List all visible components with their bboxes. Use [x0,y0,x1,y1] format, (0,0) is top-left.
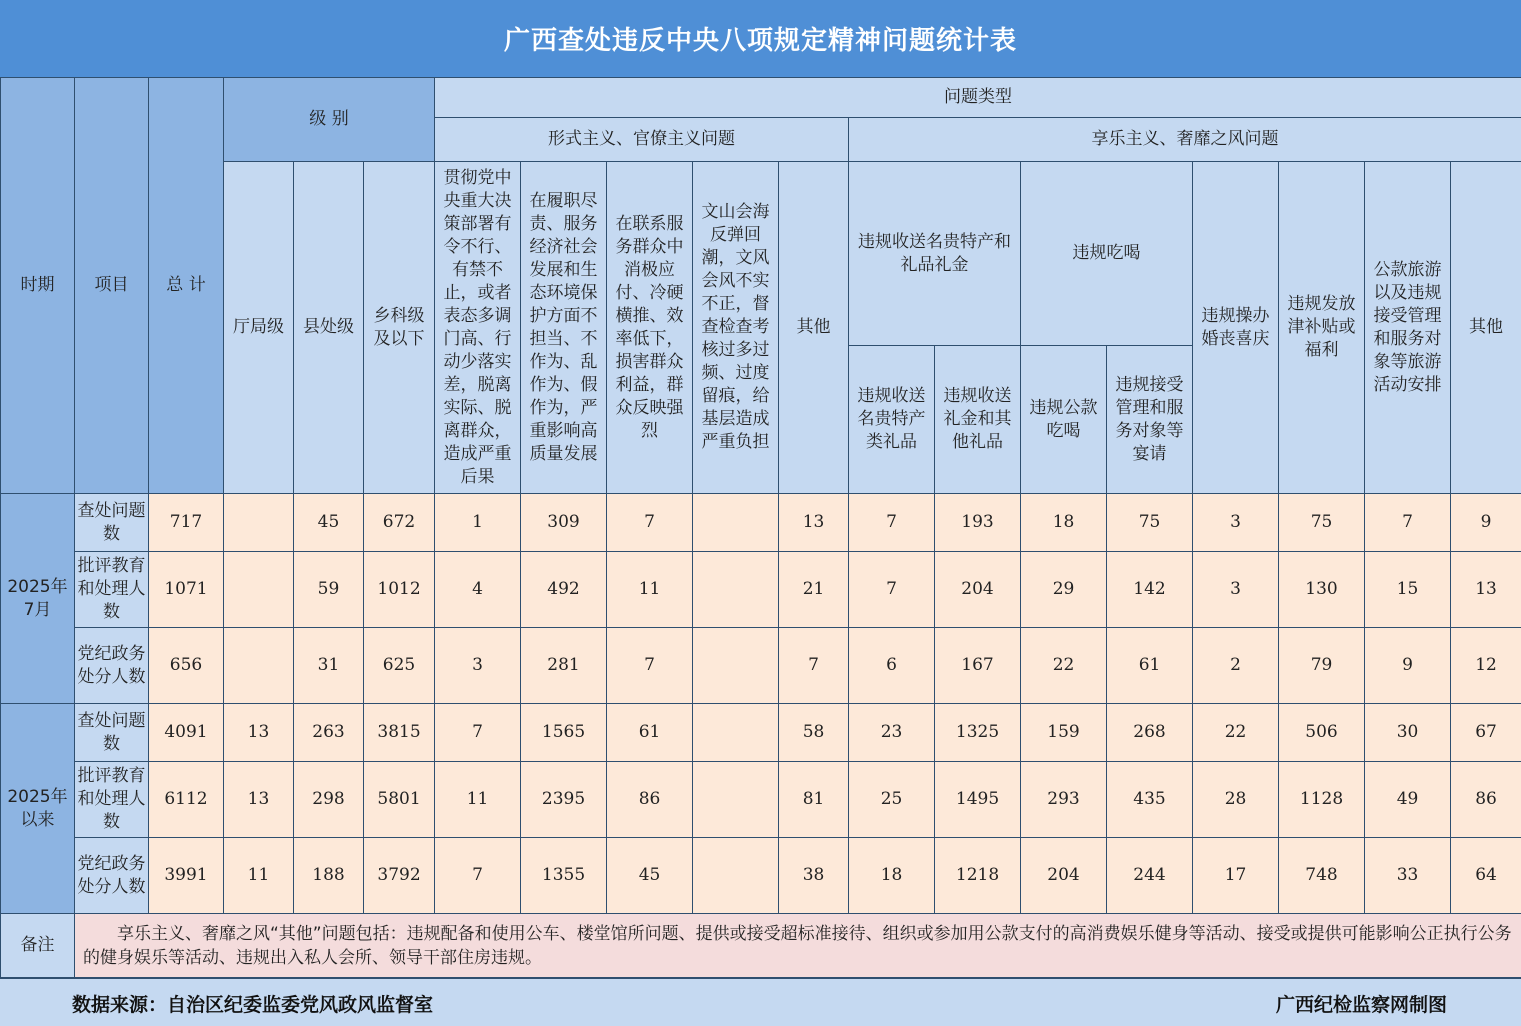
table-cell: 268 [1107,704,1193,762]
table-cell: 309 [521,494,607,552]
table-cell: 3 [1193,552,1279,628]
header-gift-specialty: 违规收送名贵特产类礼品 [849,346,935,494]
table-cell: 75 [1107,494,1193,552]
table-cell: 4091 [149,704,224,762]
table-cell: 4 [435,552,521,628]
table-cell: 130 [1279,552,1365,628]
table-cell: 1325 [935,704,1021,762]
table-row [1,838,1521,914]
table-cell: 1565 [521,704,607,762]
table-cell: 9 [1451,494,1521,552]
table-cell: 672 [364,494,435,552]
table-cell [224,628,294,704]
table-cell: 33 [1365,838,1451,914]
table-cell: 625 [364,628,435,704]
table-row [1,762,1521,838]
header-dining-public: 违规公款吃喝 [1021,346,1107,494]
table-cell: 61 [607,704,693,762]
table-cell: 3792 [364,838,435,914]
table-cell: 15 [1365,552,1451,628]
footer [0,978,1521,1026]
table-cell: 64 [1451,838,1521,914]
table-cell: 7 [607,628,693,704]
header-level-county: 县处级 [294,162,364,494]
row-item-label: 批评教育和处理人数 [75,762,149,838]
header-hedonism-other: 其他 [1451,162,1521,494]
table-cell: 25 [849,762,935,838]
table-cell [693,704,779,762]
row-item-label: 党纪政务处分人数 [75,838,149,914]
table-cell [693,494,779,552]
table-cell: 1355 [521,838,607,914]
table-cell: 30 [1365,704,1451,762]
table-cell: 204 [1021,838,1107,914]
header-dining-group: 违规吃喝 [1021,162,1193,346]
page-title: 广西查处违反中央八项规定精神问题统计表 [0,0,1521,78]
table-cell: 29 [1021,552,1107,628]
header-level: 级 别 [224,78,435,162]
table-cell [224,494,294,552]
table-cell: 656 [149,628,224,704]
table-cell: 281 [521,628,607,704]
table-cell: 7 [779,628,849,704]
table-row [1,704,1521,762]
table-cell: 11 [435,762,521,838]
table-cell: 21 [779,552,849,628]
table-cell [693,552,779,628]
table-row [1,628,1521,704]
table-cell: 22 [1021,628,1107,704]
table-cell: 435 [1107,762,1193,838]
period-label: 2025年以来 [1,704,75,914]
header-problem-type: 问题类型 [435,78,1521,118]
header-gift-cash: 违规收送礼金和其他礼品 [935,346,1021,494]
table-cell: 293 [1021,762,1107,838]
note-text: 享乐主义、奢靡之风“其他”问题包括：违规配备和使用公车、楼堂馆所问题、提供或接受超标准接待、组织或参加用公款支付的高消费娱乐健身等活动、接受或提供可能影响公正执行公务的健身娱乐等活动、违规出入私人会所、领导干部住房违规。 [75,914,1521,978]
table-cell: 13 [779,494,849,552]
table-cell: 13 [224,762,294,838]
table-cell: 31 [294,628,364,704]
table-cell: 298 [294,762,364,838]
table-cell: 58 [779,704,849,762]
table-cell: 7 [607,494,693,552]
header-formalism-2: 在履职尽责、服务经济社会发展和生态环境保护方面不担当、不作为、乱作为、假作为，严重影响高质量发展 [521,162,607,494]
table-cell: 11 [224,838,294,914]
table-cell: 45 [294,494,364,552]
header-level-township: 乡科级及以下 [364,162,435,494]
table-cell: 717 [149,494,224,552]
table-cell: 3991 [149,838,224,914]
header-period: 时期 [1,78,75,494]
row-item-label: 党纪政务处分人数 [75,628,149,704]
header-item: 项目 [75,78,149,494]
table-cell: 81 [779,762,849,838]
table-cell: 3 [435,628,521,704]
table-cell: 11 [607,552,693,628]
table-cell: 9 [1365,628,1451,704]
made-by: 广西纪检监察网制图 [1276,990,1447,1017]
table-cell: 6112 [149,762,224,838]
table-cell: 79 [1279,628,1365,704]
table-cell: 159 [1021,704,1107,762]
note-row [1,914,1521,978]
table-cell: 1128 [1279,762,1365,838]
table-cell: 12 [1451,628,1521,704]
header-formalism-3: 在联系服务群众中消极应付、冷硬横推、效率低下，损害群众利益，群众反映强烈 [607,162,693,494]
table-cell: 193 [935,494,1021,552]
table-cell: 5801 [364,762,435,838]
table-cell: 61 [1107,628,1193,704]
table-cell: 23 [849,704,935,762]
header-weddings-funerals: 违规操办婚丧喜庆 [1193,162,1279,494]
row-item-label: 查处问题数 [75,704,149,762]
table-cell: 18 [849,838,935,914]
table-cell: 1495 [935,762,1021,838]
table-cell: 22 [1193,704,1279,762]
header-formalism: 形式主义、官僚主义问题 [435,118,849,162]
table-cell [693,762,779,838]
table-cell: 49 [1365,762,1451,838]
table-cell: 1012 [364,552,435,628]
table-cell: 7 [849,552,935,628]
table-cell: 3815 [364,704,435,762]
table-cell: 142 [1107,552,1193,628]
table-cell: 59 [294,552,364,628]
header-dining-banquet: 违规接受管理和服务对象等宴请 [1107,346,1193,494]
table-cell: 244 [1107,838,1193,914]
header-gift-group: 违规收送名贵特产和礼品礼金 [849,162,1021,346]
table-cell: 188 [294,838,364,914]
table-row [1,552,1521,628]
row-item-label: 批评教育和处理人数 [75,552,149,628]
header-subsidies: 违规发放津补贴或福利 [1279,162,1365,494]
table-cell: 263 [294,704,364,762]
table-cell: 13 [1451,552,1521,628]
table-cell: 2 [1193,628,1279,704]
period-label: 2025年7月 [1,494,75,704]
table-cell [693,628,779,704]
table-cell: 748 [1279,838,1365,914]
table-cell: 7 [435,704,521,762]
table-cell: 38 [779,838,849,914]
table-cell: 6 [849,628,935,704]
header-hedonism: 享乐主义、奢靡之风问题 [849,118,1521,162]
header-formalism-4: 文山会海反弹回潮，文风会风不实不正，督查检查考核过多过频、过度留痕，给基层造成严重负担 [693,162,779,494]
header-travel: 公款旅游以及违规接受管理和服务对象等旅游活动安排 [1365,162,1451,494]
table-cell: 17 [1193,838,1279,914]
table-cell: 204 [935,552,1021,628]
table-cell: 7 [849,494,935,552]
table-cell: 75 [1279,494,1365,552]
table-cell: 2395 [521,762,607,838]
table-cell: 18 [1021,494,1107,552]
table-cell: 86 [1451,762,1521,838]
table-cell: 1 [435,494,521,552]
header-formalism-other: 其他 [779,162,849,494]
table-cell [224,552,294,628]
table-cell: 3 [1193,494,1279,552]
table-cell: 1071 [149,552,224,628]
data-source: 数据来源：自治区纪委监委党风政风监督室 [72,990,433,1017]
header-total: 总 计 [149,78,224,494]
table-cell: 13 [224,704,294,762]
table-cell: 86 [607,762,693,838]
table-cell: 28 [1193,762,1279,838]
table-cell: 1218 [935,838,1021,914]
table-cell: 7 [435,838,521,914]
header-level-bureau: 厅局级 [224,162,294,494]
header-formalism-1: 贯彻党中央重大决策部署有令不行、有禁不止，或者表态多调门高、行动少落实差，脱离实际、脱离群众，造成严重后果 [435,162,521,494]
table-cell: 167 [935,628,1021,704]
note-label: 备注 [1,914,75,978]
table-cell [693,838,779,914]
row-item-label: 查处问题数 [75,494,149,552]
table-cell: 492 [521,552,607,628]
table-cell: 506 [1279,704,1365,762]
statistics-table [0,77,1521,978]
table-cell: 45 [607,838,693,914]
table-cell: 67 [1451,704,1521,762]
table-row [1,494,1521,552]
table-cell: 7 [1365,494,1451,552]
